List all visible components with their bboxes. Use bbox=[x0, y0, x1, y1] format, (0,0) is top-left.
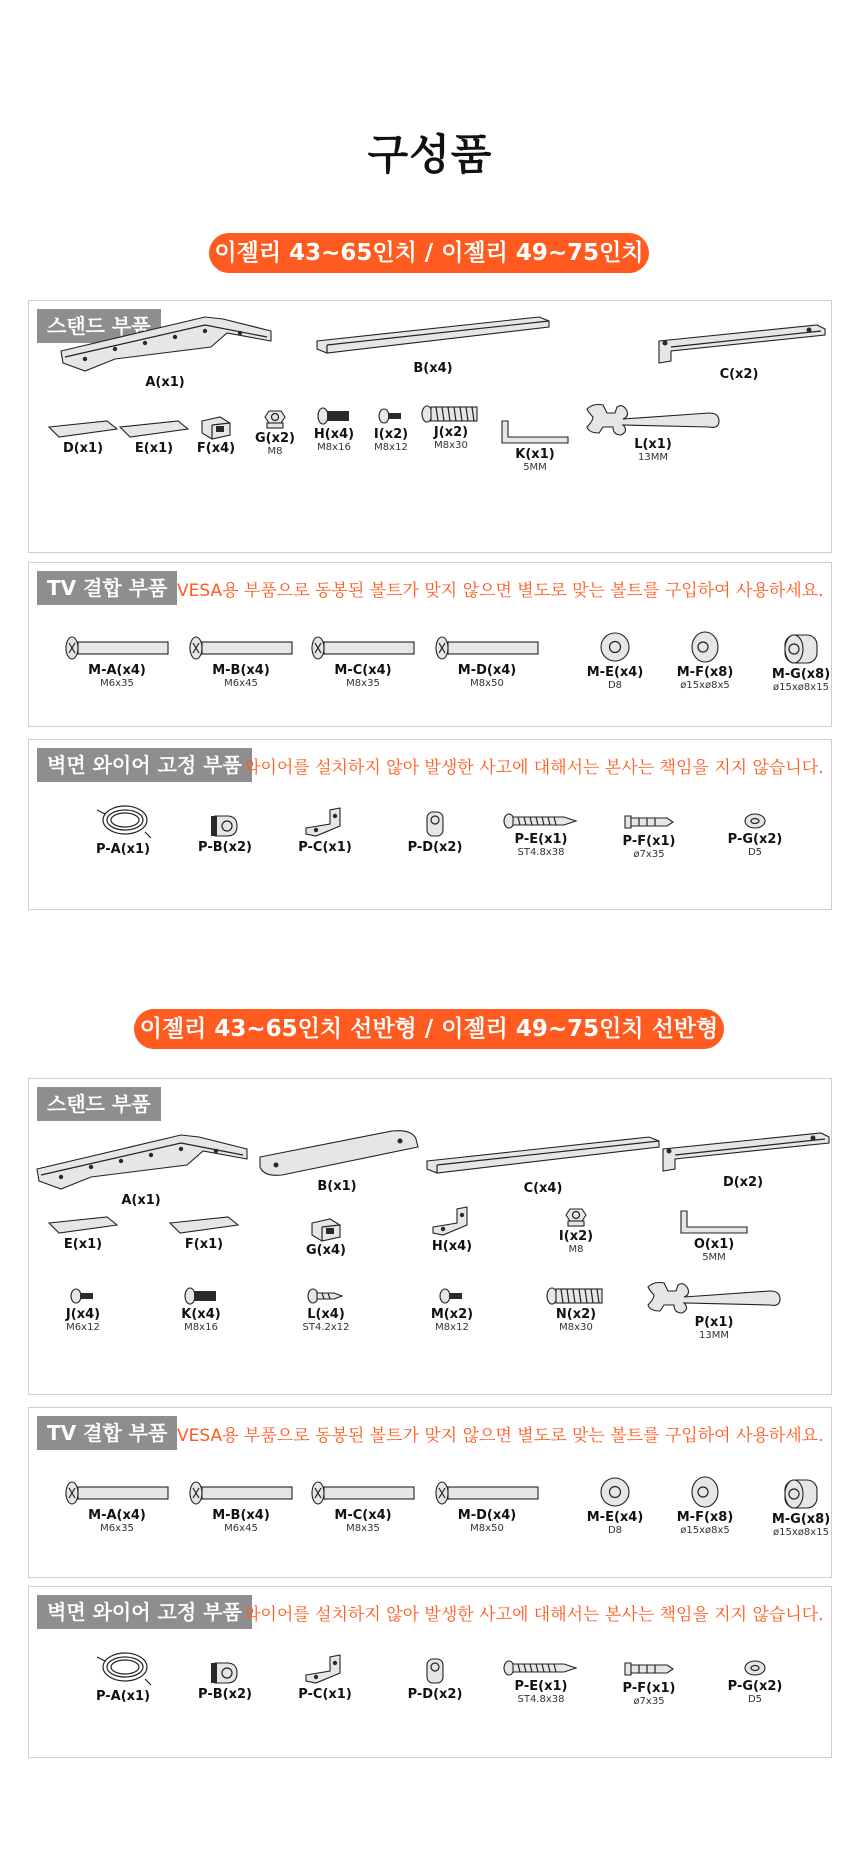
part-name: M-D(x4) bbox=[457, 1508, 517, 1523]
part-spec: M8x16 bbox=[184, 1322, 218, 1333]
part-spec: M8x30 bbox=[434, 440, 468, 451]
wire-parts-label: 벽면 와이어 고정 부품 bbox=[37, 1595, 252, 1629]
part-spec: ST4.8x38 bbox=[517, 847, 565, 858]
part-spec: M8x30 bbox=[559, 1322, 593, 1333]
part-item bbox=[427, 633, 547, 689]
part-item bbox=[491, 1657, 591, 1705]
part-name: D(x2) bbox=[722, 1175, 764, 1190]
part-item bbox=[639, 1279, 789, 1341]
part-spec: M6x45 bbox=[224, 678, 258, 689]
plate-icon bbox=[166, 1213, 242, 1237]
part-name: P-C(x1) bbox=[298, 1687, 352, 1702]
bolt-short-icon bbox=[181, 1285, 221, 1307]
part-item bbox=[154, 1213, 254, 1252]
part-spec: M8x35 bbox=[346, 678, 380, 689]
section-2-wire-box bbox=[28, 1586, 832, 1758]
part-name: I(x2) bbox=[558, 1229, 594, 1244]
part-name: P-D(x2) bbox=[407, 840, 463, 855]
bolt-icon bbox=[62, 633, 172, 663]
section-1-wire-box bbox=[28, 739, 832, 910]
part-name: C(x2) bbox=[719, 367, 759, 382]
part-item bbox=[385, 1653, 485, 1702]
part-name: M-C(x4) bbox=[334, 1508, 392, 1523]
part-name: A(x1) bbox=[121, 1193, 161, 1208]
tv-parts-label: TV 결합 부품 bbox=[37, 571, 177, 605]
section-2-banner: 이젤리 43~65인치 선반형 / 이젤리 49~75인치 선반형 bbox=[134, 1009, 724, 1049]
part-name: P-G(x2) bbox=[727, 832, 783, 847]
part-name: C(x4) bbox=[523, 1181, 563, 1196]
wood-screw-small-icon bbox=[306, 1285, 346, 1307]
part-spec: M8 bbox=[267, 446, 283, 457]
section-1-stand-box bbox=[28, 300, 832, 553]
bolt-icon bbox=[62, 1478, 172, 1508]
part-name: M-B(x4) bbox=[212, 663, 270, 678]
part-name: B(x4) bbox=[413, 361, 453, 376]
tv-parts-note: VESA용 부품으로 동봉된 볼트가 맞지 않으면 별도로 맞는 볼트를 구입하여 사용하세요. bbox=[177, 1426, 824, 1446]
part-item bbox=[33, 1213, 133, 1252]
barrel-nut-icon bbox=[420, 806, 450, 840]
plate-icon bbox=[45, 1213, 121, 1237]
long-bracket-icon bbox=[31, 1129, 251, 1193]
part-item bbox=[276, 1285, 376, 1333]
part-spec: 13MM bbox=[638, 452, 668, 463]
small-washer-icon bbox=[740, 810, 770, 832]
nut-icon bbox=[560, 1203, 592, 1229]
part-name: L(x4) bbox=[307, 1307, 345, 1322]
part-item bbox=[565, 1474, 665, 1536]
part-item bbox=[655, 1474, 755, 1536]
part-name: M-A(x4) bbox=[88, 1508, 146, 1523]
section-1-tv-box bbox=[28, 562, 832, 727]
part-spec: ST4.8x38 bbox=[517, 1694, 565, 1705]
bolt-icon bbox=[432, 633, 542, 663]
bolt-icon bbox=[308, 1478, 418, 1508]
part-name: P-E(x1) bbox=[514, 1679, 568, 1694]
part-item bbox=[705, 810, 805, 858]
part-name: M-B(x4) bbox=[212, 1508, 270, 1523]
part-name: P-F(x1) bbox=[622, 834, 676, 849]
part-spec: ø15xø8x5 bbox=[680, 1525, 730, 1536]
part-name: G(x4) bbox=[306, 1243, 346, 1258]
part-spec: ø7x35 bbox=[633, 849, 665, 860]
part-item bbox=[705, 1657, 805, 1705]
part-name: M-G(x8) bbox=[771, 667, 831, 682]
wrench-icon bbox=[644, 1279, 784, 1315]
part-item bbox=[485, 417, 585, 473]
part-name: P-C(x1) bbox=[298, 840, 352, 855]
part-spec: ø15xø8x15 bbox=[773, 1527, 829, 1538]
part-name: M-E(x4) bbox=[586, 1510, 644, 1525]
part-spec: M8x16 bbox=[317, 442, 351, 453]
part-item bbox=[275, 1653, 375, 1702]
part-spec: ø7x35 bbox=[633, 1696, 665, 1707]
part-item bbox=[175, 810, 275, 855]
foot-bracket-icon bbox=[653, 1129, 833, 1175]
part-name: E(x1) bbox=[63, 1237, 103, 1252]
part-spec: D8 bbox=[607, 680, 623, 691]
bolt-icon bbox=[308, 633, 418, 663]
spacer-icon bbox=[687, 629, 723, 665]
part-item bbox=[247, 1127, 427, 1194]
part-spec: M8 bbox=[568, 1244, 584, 1255]
part-name: F(x4) bbox=[196, 441, 236, 456]
bolt-thread-icon bbox=[545, 1285, 607, 1307]
part-spec: M6x35 bbox=[100, 1523, 134, 1534]
part-name: G(x2) bbox=[255, 431, 295, 446]
part-item bbox=[57, 1478, 177, 1534]
part-spec: 13MM bbox=[699, 1330, 729, 1341]
foot-bracket-icon bbox=[649, 321, 829, 367]
part-item bbox=[303, 1478, 423, 1534]
part-spec: M6x35 bbox=[100, 678, 134, 689]
section-2-tv-box bbox=[28, 1407, 832, 1578]
part-item bbox=[491, 810, 591, 858]
part-name: L(x1) bbox=[634, 437, 672, 452]
part-name: M-F(x8) bbox=[676, 1510, 734, 1525]
part-item bbox=[73, 798, 173, 857]
rail-icon bbox=[313, 311, 553, 361]
part-name: M-D(x4) bbox=[457, 663, 517, 678]
wall-anchor-icon bbox=[621, 1657, 677, 1681]
cable-clamp-icon bbox=[207, 1657, 243, 1687]
spacer-tall-icon bbox=[779, 629, 823, 667]
part-name: P-A(x1) bbox=[95, 842, 151, 857]
part-name: E(x1) bbox=[134, 441, 174, 456]
part-name: P-F(x1) bbox=[622, 1681, 676, 1696]
part-name: P(x1) bbox=[694, 1315, 734, 1330]
wrench-icon bbox=[583, 401, 723, 437]
part-item bbox=[33, 1285, 133, 1333]
part-name: M-G(x8) bbox=[771, 1512, 831, 1527]
part-name: D(x1) bbox=[62, 441, 104, 456]
part-item bbox=[181, 1478, 301, 1534]
wire-coil-icon bbox=[93, 1645, 153, 1689]
wire-parts-note: 와이어를 설치하지 않아 발생한 사고에 대해서는 본사는 책임을 지지 않습니다. bbox=[244, 1605, 824, 1625]
part-item bbox=[751, 1474, 851, 1538]
part-item bbox=[57, 633, 177, 689]
part-spec: M8x12 bbox=[374, 442, 408, 453]
bolt-icon bbox=[186, 1478, 296, 1508]
screw-tiny-icon bbox=[68, 1285, 98, 1307]
rail-icon bbox=[423, 1131, 663, 1181]
bolt-icon bbox=[432, 1478, 542, 1508]
part-item bbox=[599, 1657, 699, 1707]
part-spec: D5 bbox=[747, 1694, 763, 1705]
part-spec: D5 bbox=[747, 847, 763, 858]
part-name: H(x4) bbox=[431, 1239, 473, 1254]
part-item bbox=[73, 1645, 173, 1704]
part-name: J(x4) bbox=[65, 1307, 101, 1322]
long-bracket-icon bbox=[55, 311, 275, 375]
part-name: M-F(x8) bbox=[676, 665, 734, 680]
wood-screw-icon bbox=[502, 810, 580, 832]
section-1-banner: 이젤리 43~65인치 / 이젤리 49~75인치 bbox=[209, 233, 649, 273]
part-item bbox=[26, 1129, 256, 1208]
part-spec: M8x35 bbox=[346, 1523, 380, 1534]
part-item bbox=[526, 1203, 626, 1255]
part-name: B(x1) bbox=[317, 1179, 357, 1194]
part-name: I(x2) bbox=[373, 427, 409, 442]
part-item bbox=[664, 1207, 764, 1263]
spacer-tall-icon bbox=[779, 1474, 823, 1512]
part-name: O(x1) bbox=[693, 1237, 735, 1252]
wire-parts-label: 벽면 와이어 고정 부품 bbox=[37, 748, 252, 782]
part-item bbox=[151, 1285, 251, 1333]
stand-parts-label: 스탠드 부품 bbox=[37, 1087, 161, 1121]
part-name: M-C(x4) bbox=[334, 663, 392, 678]
part-name: A(x1) bbox=[145, 375, 185, 390]
part-spec: M6x12 bbox=[66, 1322, 100, 1333]
small-washer-icon bbox=[740, 1657, 770, 1679]
part-spec: ø15xø8x5 bbox=[680, 680, 730, 691]
angle-bracket-icon bbox=[302, 806, 348, 840]
screw-tiny-icon bbox=[437, 1285, 467, 1307]
part-name: P-B(x2) bbox=[198, 1687, 252, 1702]
part-item bbox=[402, 1285, 502, 1333]
part-item bbox=[181, 633, 301, 689]
part-name: M-E(x4) bbox=[586, 665, 644, 680]
bolt-icon bbox=[186, 633, 296, 663]
cable-clamp-icon bbox=[207, 810, 243, 840]
part-item bbox=[418, 1131, 668, 1196]
part-item bbox=[275, 806, 375, 855]
part-item bbox=[751, 629, 851, 693]
part-name: J(x2) bbox=[433, 425, 469, 440]
part-spec: 5MM bbox=[702, 1252, 726, 1263]
part-spec: D8 bbox=[607, 1525, 623, 1536]
part-name: P-B(x2) bbox=[198, 840, 252, 855]
part-name: M(x2) bbox=[430, 1307, 474, 1322]
part-item bbox=[565, 629, 665, 691]
part-item bbox=[276, 1213, 376, 1258]
section-2-stand-box bbox=[28, 1078, 832, 1395]
wall-anchor-icon bbox=[621, 810, 677, 834]
angle-bracket-icon bbox=[429, 1205, 475, 1239]
part-name: P-D(x2) bbox=[407, 1687, 463, 1702]
part-item bbox=[427, 1478, 547, 1534]
part-name: F(x1) bbox=[184, 1237, 224, 1252]
part-item bbox=[655, 629, 755, 691]
shelf-board-icon bbox=[252, 1127, 422, 1179]
part-name: P-G(x2) bbox=[727, 1679, 783, 1694]
part-name: H(x4) bbox=[313, 427, 355, 442]
part-item bbox=[599, 810, 699, 860]
part-item bbox=[402, 1205, 502, 1254]
angle-bracket-icon bbox=[302, 1653, 348, 1687]
part-item bbox=[175, 1657, 275, 1702]
clip-icon bbox=[306, 1213, 346, 1243]
part-item bbox=[50, 311, 280, 390]
part-spec: M8x50 bbox=[470, 1523, 504, 1534]
part-name: P-E(x1) bbox=[514, 832, 568, 847]
wire-parts-note: 와이어를 설치하지 않아 발생한 사고에 대해서는 본사는 책임을 지지 않습니다. bbox=[244, 758, 824, 778]
wood-screw-icon bbox=[502, 1657, 580, 1679]
stand-parts-label: 스탠드 부품 bbox=[37, 309, 161, 343]
part-spec: 5MM bbox=[523, 462, 547, 473]
part-item bbox=[648, 1129, 838, 1190]
part-item bbox=[308, 311, 558, 376]
bolt-thread-icon bbox=[420, 403, 482, 425]
part-name: K(x4) bbox=[181, 1307, 221, 1322]
wire-coil-icon bbox=[93, 798, 153, 842]
spacer-icon bbox=[687, 1474, 723, 1510]
washer-icon bbox=[597, 1474, 633, 1510]
part-item bbox=[578, 401, 728, 463]
tv-parts-note: VESA용 부품으로 동봉된 볼트가 맞지 않으면 별도로 맞는 볼트를 구입하여 사용하세요. bbox=[177, 581, 824, 601]
part-item bbox=[526, 1285, 626, 1333]
hex-key-icon bbox=[496, 417, 574, 447]
part-name: N(x2) bbox=[555, 1307, 597, 1322]
part-spec: M8x50 bbox=[470, 678, 504, 689]
part-name: K(x1) bbox=[515, 447, 555, 462]
barrel-nut-icon bbox=[420, 1653, 450, 1687]
part-name: M-A(x4) bbox=[88, 663, 146, 678]
part-spec: ST4.2x12 bbox=[302, 1322, 350, 1333]
part-spec: ø15xø8x15 bbox=[773, 682, 829, 693]
washer-icon bbox=[597, 629, 633, 665]
part-name: P-A(x1) bbox=[95, 1689, 151, 1704]
part-spec: M6x45 bbox=[224, 1523, 258, 1534]
hex-key-icon bbox=[675, 1207, 753, 1237]
part-item bbox=[644, 321, 834, 382]
part-spec: M8x12 bbox=[435, 1322, 469, 1333]
tv-parts-label: TV 결합 부품 bbox=[37, 1416, 177, 1450]
part-item bbox=[385, 806, 485, 855]
part-item bbox=[303, 633, 423, 689]
page-title: 구성품 bbox=[367, 130, 493, 179]
